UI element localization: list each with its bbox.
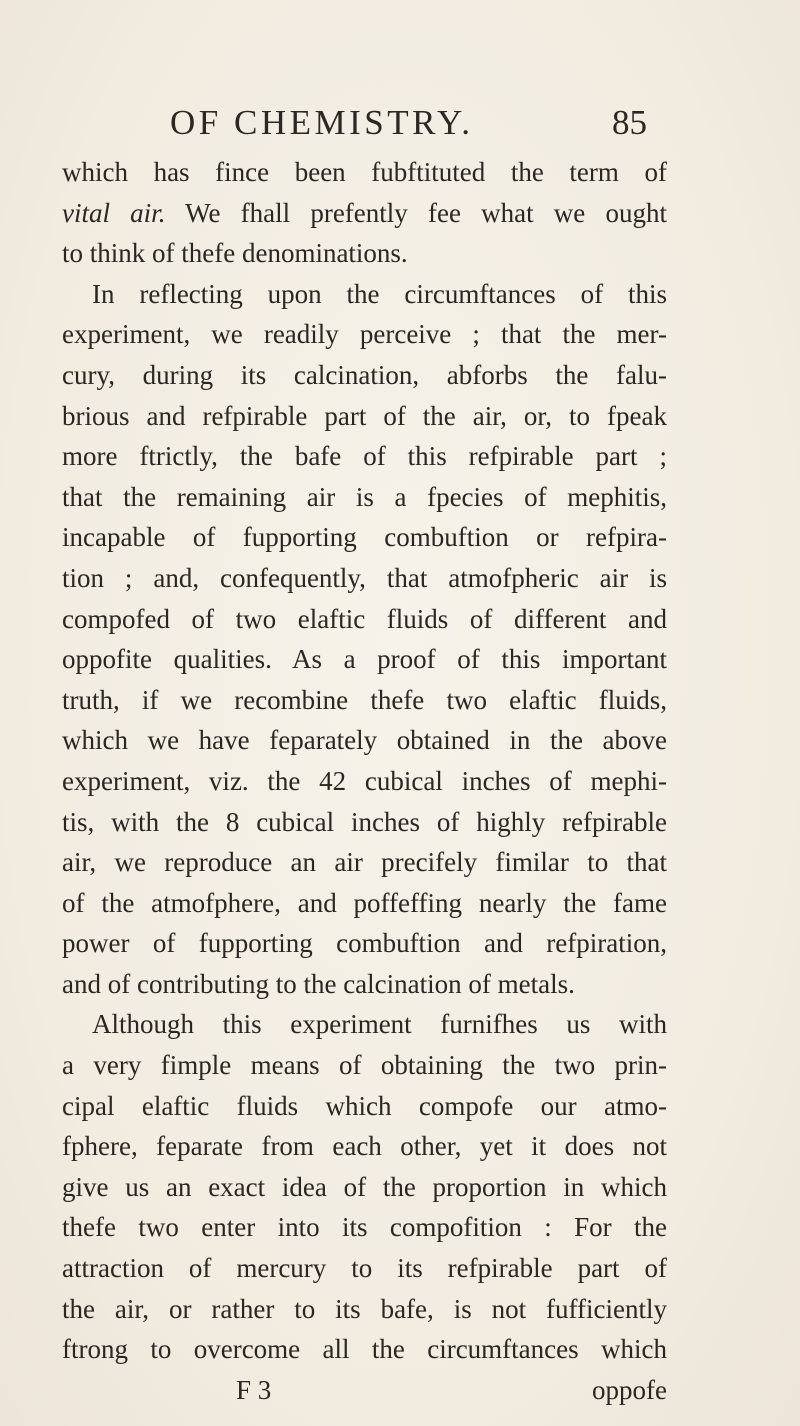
- text-line: air, we reproduce an air precifely fimilar to that: [62, 847, 667, 878]
- text-line: the air, or rather to its bafe, is not fufficiently: [62, 1293, 667, 1324]
- text-span: We fhall prefently fee what we ought: [165, 197, 667, 228]
- signature-mark: F 3: [236, 1374, 272, 1405]
- text-line: more ftrictly, the bafe of this refpirable part ;: [62, 441, 667, 472]
- text-line: tis, with the 8 cubical inches of highly refpirable: [62, 806, 667, 837]
- catchword: oppofe: [592, 1374, 667, 1405]
- footer-line: [62, 1370, 667, 1411]
- text-line: [62, 193, 667, 234]
- text-line: experiment, we readily perceive ; that the mer-: [62, 319, 667, 350]
- text-line: truth, if we recombine thefe two elaftic fluids,: [62, 684, 667, 715]
- text-line: which we have feparately obtained in the above: [62, 725, 667, 756]
- running-title: OF CHEMISTRY.: [170, 103, 474, 142]
- text-line: fphere, feparate from each other, yet it does not: [62, 1131, 667, 1162]
- text-line: a very fimple means of obtaining the two prin-: [62, 1050, 667, 1081]
- page-number: 85: [612, 103, 647, 142]
- text-line: tion ; and, confequently, that atmofpheric air is: [62, 562, 667, 593]
- text-line: thefe two enter into its compofition : For the: [62, 1212, 667, 1243]
- text-line: brious and refpirable part of the air, or, to fpeak: [62, 400, 667, 431]
- text-line: incapable of fupporting combuftion or refpira-: [62, 522, 667, 553]
- text-line: power of fupporting combuftion and refpiration,: [62, 928, 667, 959]
- paragraph-start-line: Although this experiment furnifhes us with: [92, 1009, 667, 1040]
- body-text: [62, 152, 667, 1410]
- text-line: to think of thefe denominations.: [62, 238, 408, 269]
- text-line: oppofite qualities. As a proof of this important: [62, 644, 667, 675]
- text-line: of the atmofphere, and poffeffing nearly the fame: [62, 887, 667, 918]
- text-line: cipal elaftic fluids which compofe our atmo-: [62, 1090, 667, 1121]
- text-line: ftrong to overcome all the circumftances which: [62, 1334, 667, 1365]
- text-line: compofed of two elaftic fluids of different and: [62, 603, 667, 634]
- paragraph-start-line: In reflecting upon the circumftances of this: [92, 278, 667, 309]
- text-line: that the remaining air is a fpecies of mephitis,: [62, 481, 667, 512]
- text-line: attraction of mercury to its refpirable part of: [62, 1253, 667, 1284]
- text-line: which has fince been fubftituted the term of: [62, 157, 667, 187]
- text-line: and of contributing to the calcination of metals.: [62, 968, 575, 999]
- text-line: cury, during its calcination, abforbs the falu-: [62, 359, 667, 390]
- italic-term: vital air.: [62, 197, 166, 228]
- text-line: give us an exact idea of the proportion in which: [62, 1171, 667, 1202]
- text-line: experiment, viz. the 42 cubical inches of mephi-: [62, 765, 667, 796]
